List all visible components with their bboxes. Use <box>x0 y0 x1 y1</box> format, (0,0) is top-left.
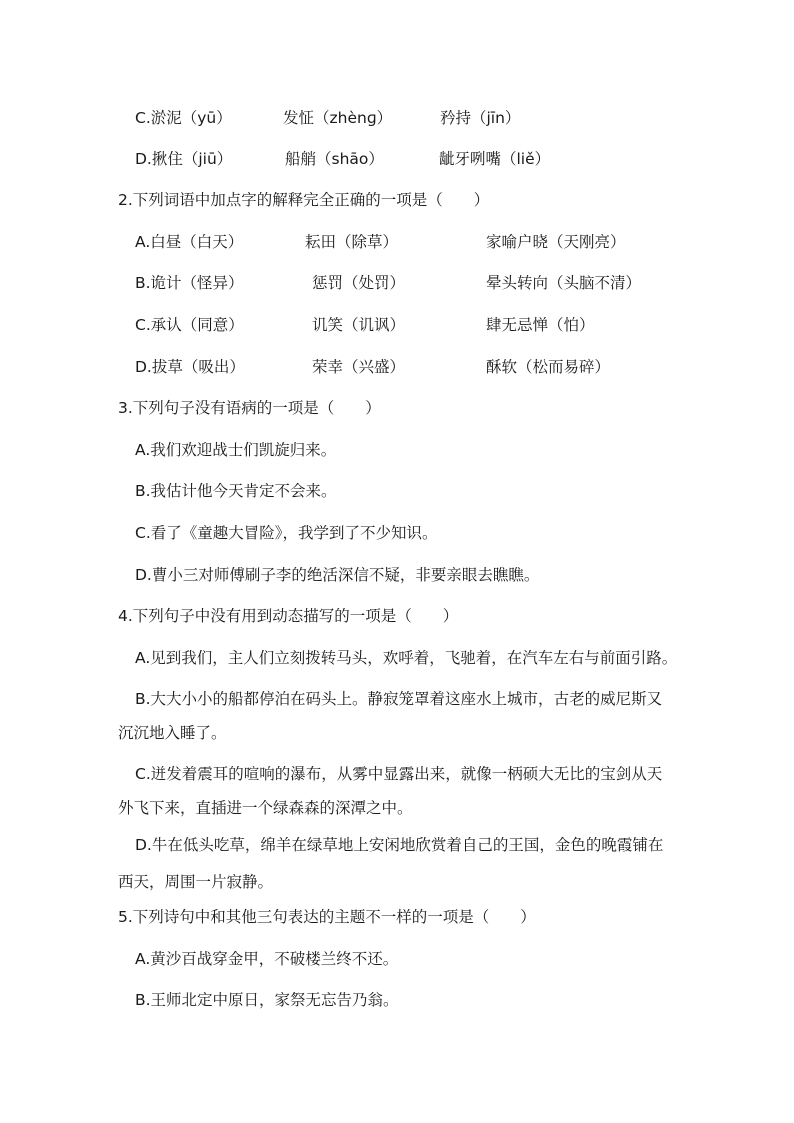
q4-option-d-line2: 西天，周围一片寂静。 <box>118 873 274 891</box>
q4-option-b-line2: 沉沉地入睡了。 <box>118 724 227 742</box>
q1-option-d-word1: D.揪住（jiū） <box>135 150 233 168</box>
q5-option-a: A.黄沙百战穿金甲，不破楼兰终不还。 <box>135 950 399 968</box>
q2-option-a-word2: 耘田（除草） <box>305 233 399 251</box>
q3-option-d: D.曹小三对师傅刷子李的绝活深信不疑，非要亲眼去瞧瞧。 <box>135 566 540 584</box>
q2-option-b-word2: 惩罚（处罚） <box>312 274 406 292</box>
q4-option-c-line1: C.迸发着震耳的喧响的瀑布，从雾中显露出来，就像一柄硕大无比的宝剑从天 <box>135 765 663 783</box>
q3-option-b: B.我估计他今天肯定不会来。 <box>135 482 337 500</box>
q1-option-c-word3: 矜持（jīn） <box>440 109 521 127</box>
q2-option-a-word1: A.白昼（白天） <box>135 233 244 251</box>
q5-option-b: B.王师北定中原日，家祭无忘告乃翁。 <box>135 991 399 1009</box>
q4-option-d-line1: D.牛在低头吃草，绵羊在绿草地上安闲地欣赏着自己的王国，金色的晚霞铺在 <box>135 836 664 854</box>
q4-stem: 4.下列句子中没有用到动态描写的一项是（ ） <box>118 607 459 625</box>
q1-option-d-word2: 船艄（shāo） <box>285 150 384 168</box>
q1-option-c-word1: C.淤泥（yū） <box>135 109 232 127</box>
q2-option-d-word2: 荣幸（兴盛） <box>312 358 406 376</box>
q2-option-d-word3: 酥软（松而易碎） <box>486 358 611 376</box>
q4-option-c-line2: 外飞下来，直插进一个绿森森的深潭之中。 <box>118 799 413 817</box>
q4-option-b-line1: B.大大小小的船都停泊在码头上。静寂笼罩着这座水上城市，古老的威尼斯又 <box>135 690 663 708</box>
q3-option-a: A.我们欢迎战士们凯旋归来。 <box>135 441 337 459</box>
q2-option-c-word1: C.承认（同意） <box>135 316 244 334</box>
q2-option-d-word1: D.拔草（吸出） <box>135 358 245 376</box>
q2-option-c-word2: 讥笑（讥讽） <box>312 316 406 334</box>
q2-stem: 2.下列词语中加点字的解释完全正确的一项是（ ） <box>118 191 490 209</box>
q3-option-c: C.看了《童趣大冒险》，我学到了不少知识。 <box>135 524 438 542</box>
q3-stem: 3.下列句子没有语病的一项是（ ） <box>118 399 381 417</box>
q5-stem: 5.下列诗句中和其他三句表达的主题不一样的一项是（ ） <box>118 908 536 926</box>
q4-option-a: A.见到我们，主人们立刻拨转马头，欢呼着，飞驰着，在汽车左右与前面引路。 <box>135 649 678 667</box>
q1-option-c-word2: 发怔（zhènɡ） <box>283 109 393 127</box>
q2-option-b-word1: B.诡计（怪异） <box>135 274 244 292</box>
q2-option-c-word3: 肆无忌惮（怕） <box>486 316 595 334</box>
q2-option-b-word3: 晕头转向（头脑不清） <box>486 274 642 292</box>
q2-option-a-word3: 家喻户晓（天刚亮） <box>486 233 626 251</box>
q1-option-d-word3: 龇牙咧嘴（liě） <box>439 150 551 168</box>
